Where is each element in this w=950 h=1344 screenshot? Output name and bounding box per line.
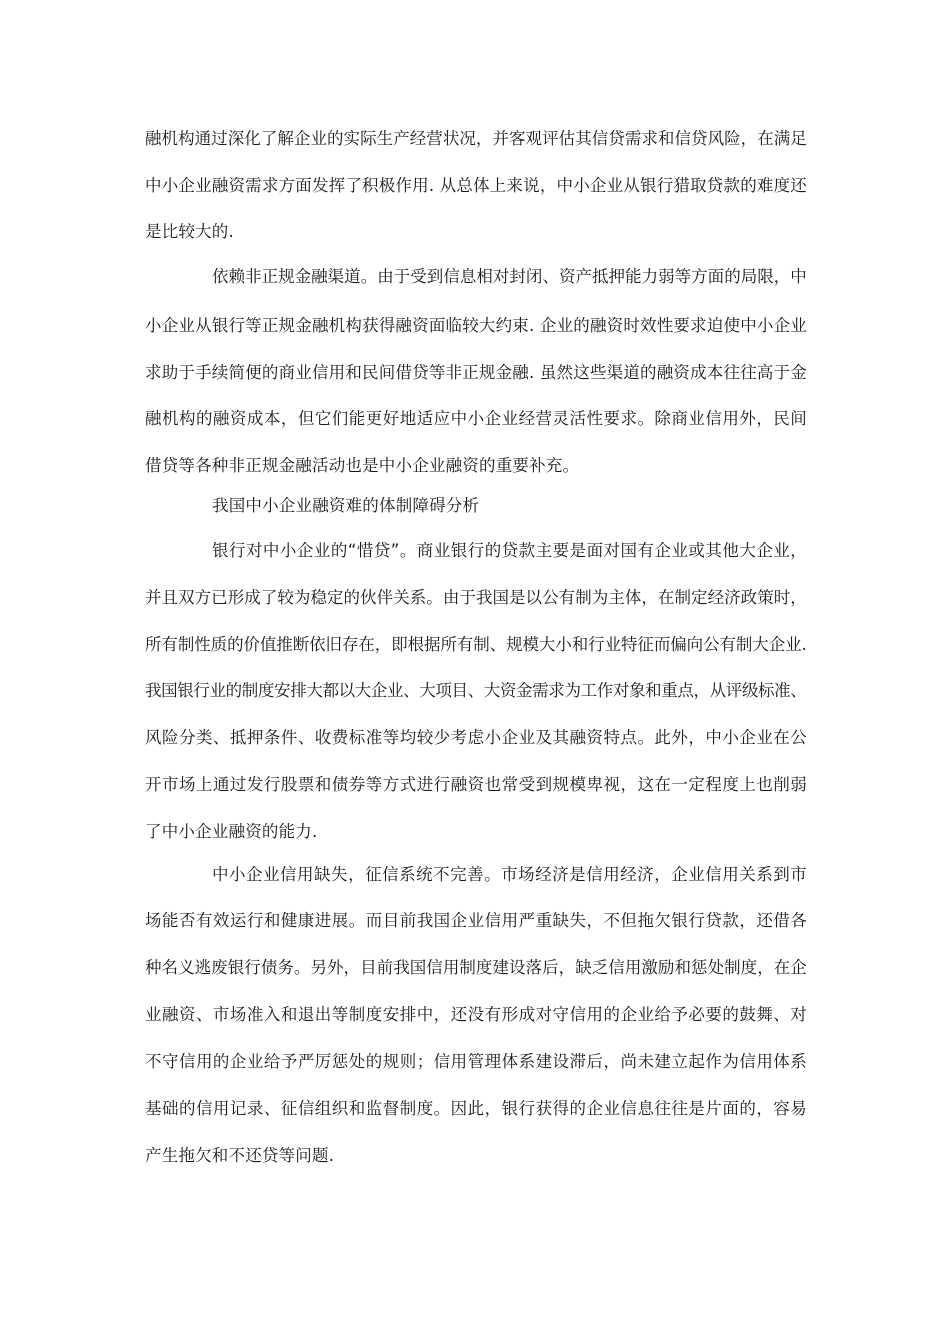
text-line: 是比较大的.	[145, 222, 234, 241]
text-line: 不守信用的企业给予严厉惩处的规则；信用管理体系建设滞后，尚未建立起作为信用体系	[145, 1052, 808, 1071]
text-line: 了中小企业融资的能力.	[145, 822, 318, 841]
text-line: 我国银行业的制度安排大都以大企业、大项目、大资金需求为工作对象和重点，从评级标准、	[145, 681, 807, 700]
paragraph-first-line: 银行对中小企业的“惜贷”。商业银行的贷款主要是面对国有企业或其他大企业，	[212, 541, 808, 560]
text-line: 风险分类、抵押条件、收费标准等均较少考虑小企业及其融资特点。此外，中小企业在公	[145, 728, 808, 747]
text-line: 开市场上通过发行股票和债券等方式进行融资也常受到规模卑视，这在一定程度上也削弱	[145, 775, 808, 794]
text-line: 小企业从银行等正规金融机构获得融资面临较大约束. 企业的融资时效性要求迫使中小企业	[145, 316, 807, 335]
text-line: 求助于手续简便的商业信用和民间借贷等非正规金融. 虽然这些渠道的融资成本往往高于金	[145, 363, 807, 382]
text-line: 融机构通过深化了解企业的实际生产经营状况，并客观评估其信贷需求和信贷风险，在满足	[145, 129, 807, 148]
text-line: 业融资、市场准入和退出等制度安排中，还没有形成对守信用的企业给予必要的鼓舞、对	[145, 1005, 808, 1024]
paragraph-first-line: 依赖非正规金融渠道。由于受到信息相对封闭、资产抵押能力弱等方面的局限，中	[212, 267, 807, 286]
text-line: 借贷等各种非正规金融活动也是中小企业融资的重要补充。	[145, 456, 580, 475]
text-line: 基础的信用记录、征信组织和监督制度。因此，银行获得的企业信息往往是片面的，容易	[145, 1099, 808, 1118]
text-line: 产生拖欠和不还贷等问题.	[145, 1146, 335, 1165]
text-line: 场能否有效运行和健康进展。而目前我国企业信用严重缺失，不但拖欠银行贷款，还借各	[145, 911, 808, 930]
section-heading: 我国中小企业融资难的体制障碍分析	[212, 496, 480, 515]
text-line: 中小企业融资需求方面发挥了积极作用. 从总体上来说，中小企业从银行猎取贷款的难度还	[145, 176, 807, 195]
text-line: 种名义逃废银行债务。另外，目前我国信用制度建设落后，缺乏信用激励和惩处制度，在企	[145, 958, 807, 977]
paragraph-first-line: 中小企业信用缺失，征信系统不完善。市场经济是信用经济，企业信用关系到市	[212, 865, 808, 884]
text-line: 所有制性质的价值推断依旧存在，即根据所有制、规模大小和行业特征而偏向公有制大企业.	[145, 635, 807, 654]
text-line: 并且双方已形成了较为稳定的伙伴关系。由于我国是以公有制为主体，在制定经济政策时，	[145, 588, 807, 607]
text-line: 融机构的融资成本，但它们能更好地适应中小企业经营灵活性要求。除商业信用外，民间	[145, 409, 808, 428]
